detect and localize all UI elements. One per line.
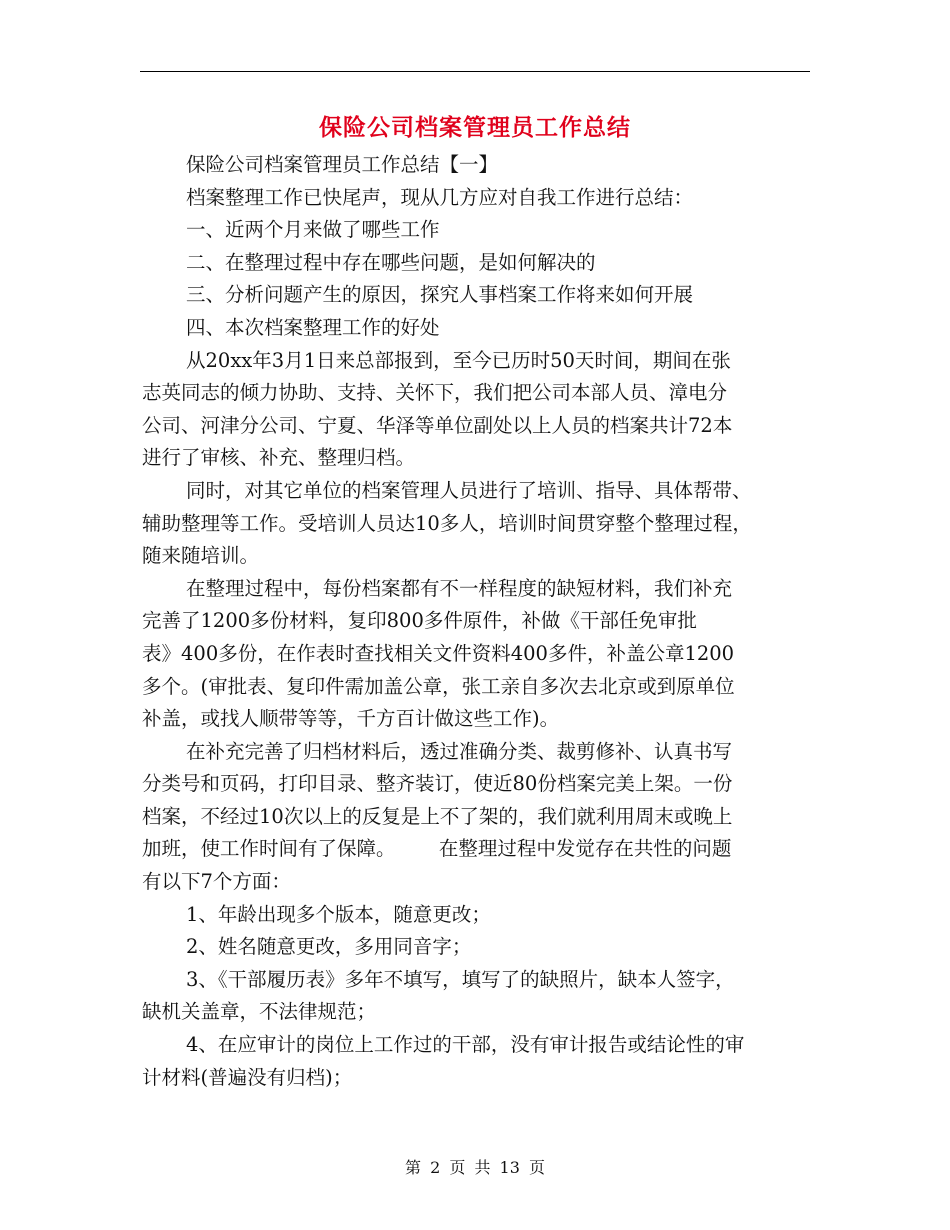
text-line: 随来随培训。 [142, 544, 260, 568]
text-line: 志英同志的倾力协助、支持、关怀下，我们把公司本部人员、漳电分 [142, 381, 728, 405]
text-line: 一、近两个月来做了哪些工作 [186, 218, 440, 242]
text-line: 加班，使工作时间有了保障。 在整理过程中发觉存在共性的问题 [142, 837, 732, 861]
text-line: 档案整理工作已快尾声，现从几方应对自我工作进行总结： [186, 185, 694, 209]
text-line: 公司、河津分公司、宁夏、华泽等单位副处以上人员的档案共计72本 [142, 413, 733, 437]
page-footer: 第 2 页 共 13 页 [405, 1158, 545, 1177]
text-line: 从20xx年3月1日来总部报到，至今已历时50天时间，期间在张 [186, 348, 731, 372]
text-line: 表》400多份，在作表时查找相关文件资料400多件，补盖公章1200 [142, 641, 735, 665]
text-line: 补盖，或找人顺带等等，千方百计做这些工作)。 [142, 707, 560, 731]
document-title: 保险公司档案管理员工作总结 [319, 114, 631, 141]
text-line: 保险公司档案管理员工作总结【一】 [186, 153, 499, 176]
document-body [142, 149, 810, 1094]
text-line: 分类号和页码，打印目录、整齐装订，使近80份档案完美上架。一份 [142, 772, 733, 796]
text-line: 在整理过程中，每份档案都有不一样程度的缺短材料，我们补充 [186, 576, 733, 600]
text-line: 完善了1200多份材料，复印800多件原件，补做《干部任免审批 [142, 609, 697, 633]
header-rule [140, 71, 810, 72]
text-line: 缺机关盖章，不法律规范； [142, 1000, 377, 1024]
text-line: 档案，不经过10次以上的反复是上不了架的，我们就利用周末或晚上 [142, 804, 733, 828]
text-line: 3、《干部履历表》多年不填写，填写了的缺照片，缺本人签字， [186, 967, 735, 991]
text-line: 同时，对其它单位的档案管理人员进行了培训、指导、具体帮带、 [186, 478, 752, 502]
text-line: 多个。(审批表、复印件需加盖公章，张工亲自多次去北京或到原单位 [142, 674, 735, 698]
text-line: 二、在整理过程中存在哪些问题，是如何解决的 [186, 250, 596, 274]
text-line: 三、分析问题产生的原因，探究人事档案工作将来如何开展 [186, 283, 694, 307]
text-line: 4、在应审计的岗位上工作过的干部，没有审计报告或结论性的审 [186, 1033, 745, 1057]
text-line: 在补充完善了归档材料后，透过准确分类、裁剪修补、认真书写 [186, 739, 733, 763]
text-line: 1、年龄出现多个版本，随意更改； [186, 902, 491, 926]
text-line: 辅助整理等工作。受培训人员达10多人，培训时间贯穿整个整理过程， [142, 511, 752, 535]
text-line: 进行了审核、补充、整理归档。 [142, 446, 416, 470]
text-line: 2、姓名随意更改，多用同音字； [186, 935, 472, 959]
text-line: 有以下7个方面： [142, 870, 291, 894]
text-line: 四、本次档案整理工作的好处 [186, 315, 440, 339]
text-line: 计材料(普遍没有归档)； [142, 1065, 353, 1089]
